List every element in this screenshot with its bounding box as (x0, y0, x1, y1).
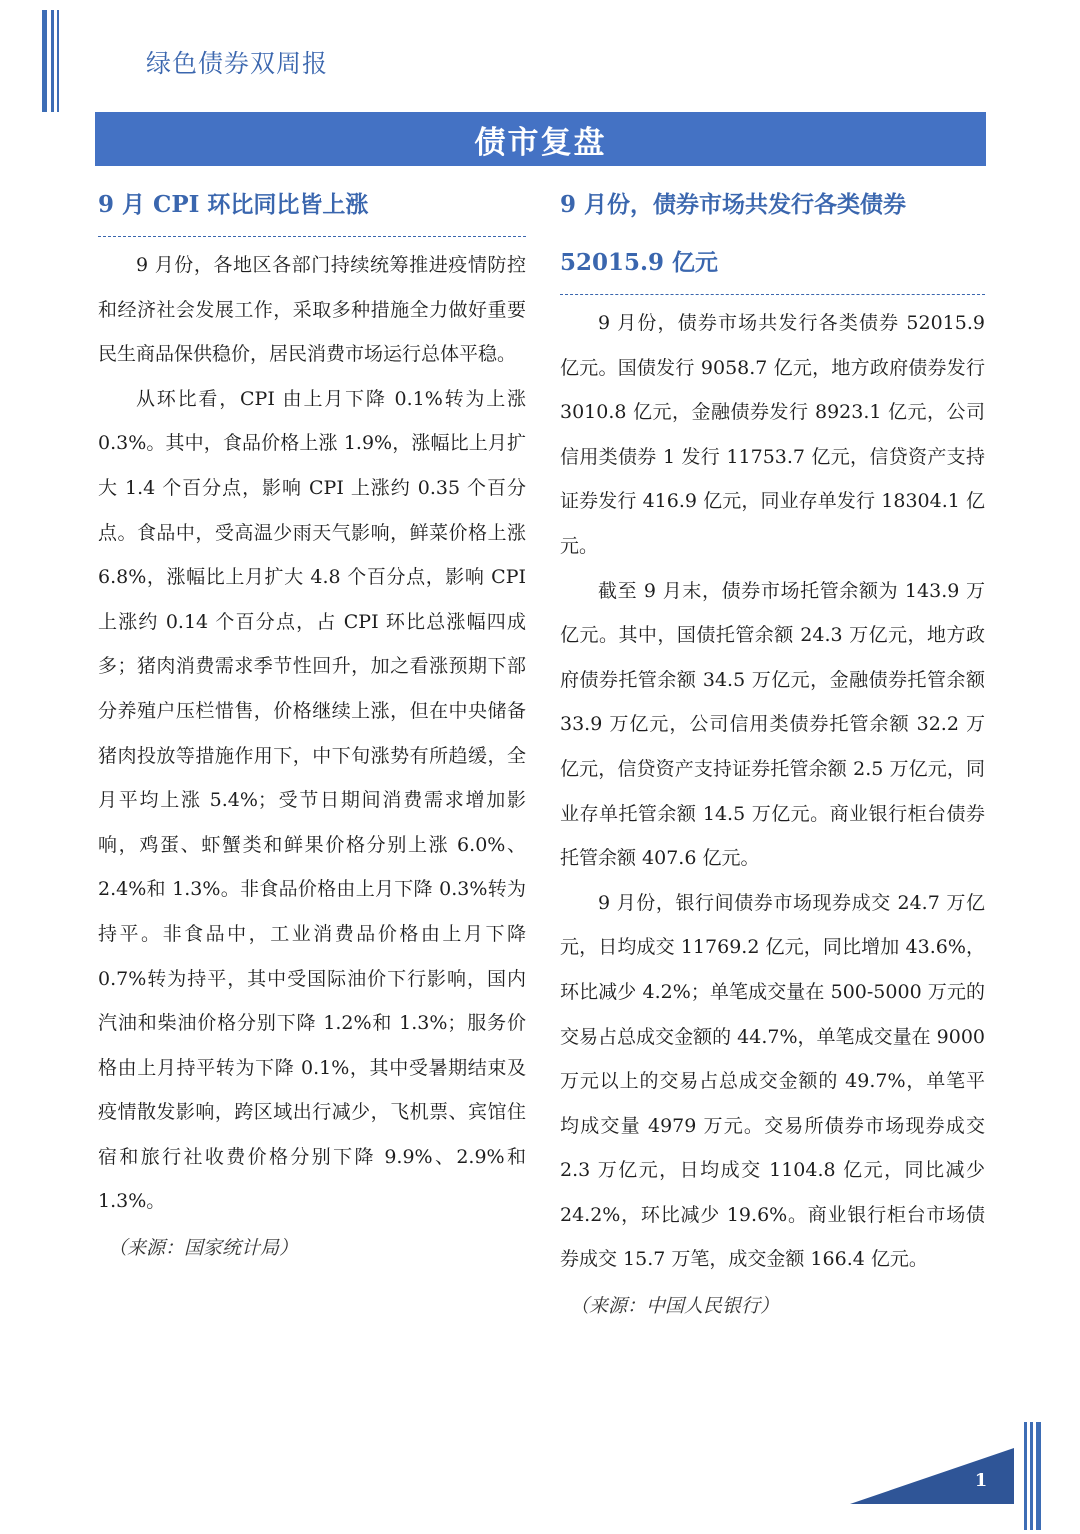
right-article-heading-line1: 9 月份，债券市场共发行各类债券 (560, 191, 907, 218)
left-article (98, 176, 526, 1270)
left-article-paragraph: 9 月份，各地区各部门持续统筹推进疫情防控和经济社会发展工作，采取多种措施全力做好重要民生商品保供稳价，居民消费市场运行总体平稳。 (98, 254, 526, 366)
right-article-paragraph: 9 月份，银行间债券市场现券成交 24.7 万亿元，日均成交 11769.2 亿元，同比增加 43.6%，环比减少 4.2%；单笔成交量在 500-5000 万元的交易占总成交金额的 44.7%，单笔成交量在 9000 万元以上的交易占总成交金额的 49.7%，单笔平均成交量 4979 万元。交易所债券市场现券成交 2.3 万亿元，日均成交 1104.8 亿元，同比减少 24.2%，环比减少 19.6%。商业银行柜台市场债券成交 15.7 万笔，成交金额 166.4 亿元。 (560, 891, 985, 1271)
right-article-paragraph: 截至 9 月末，债券市场托管余额为 143.9 万亿元。其中，国债托管余额 24.3 万亿元，地方政府债券托管余额 34.5 万亿元，金融债券托管余额 33.9 万亿元，公司信用类债券托管余额 32.2 万亿元，信贷资产支持证券托管余额 2.5 万亿元，同业存单托管余额 14.5 万亿元。商业银行柜台债券托管余额 407.6 亿元。 (560, 579, 985, 870)
left-article-paragraph: 从环比看，CPI 由上月下降 0.1%转为上涨 0.3%。其中，食品价格上涨 1.9%，涨幅比上月扩大 1.4 个百分点，影响 CPI 上涨约 0.35 个百分点。食品中，受高温少雨天气影响，鲜菜价格上涨 6.8%，涨幅比上月扩大 4.8 个百分点，影响 CPI 上涨约 0.14 个百分点，占 CPI 环比总涨幅四成多；猪肉消费需求季节性回升，加之看涨预期下部分养殖户压栏惜售，价格继续上涨，但在中央储备猪肉投放等措施作用下，中下旬涨势有所趋缓，全月平均上涨 5.4%；受节日期间消费需求增加影响，鸡蛋、虾蟹类和鲜果价格分别上涨 6.0%、2.4%和 1.3%。非食品价格由上月下降 0.3%转为持平。非食品中，工业消费品价格由上月下降 0.7%转为持平，其中受国际油价下行影响，国内汽油和柴油价格分别下降 1.2%和 1.3%；服务价格由上月持平转为下降 0.1%，其中受暑期结束及疫情散发影响，跨区域出行减少，飞机票、宾馆住宿和旅行社收费价格分别下降 9.9%、2.9%和 1.3%。 (98, 387, 526, 1213)
right-article-heading-line2: 52015.9 亿元 (560, 249, 719, 276)
right-article-paragraph: 9 月份，债券市场共发行各类债券 52015.9 亿元。国债发行 9058.7 亿元，地方政府债券发行 3010.8 亿元，金融债券发行 8923.1 亿元，公司信用类债券 1 发行 11753.7 亿元，信贷资产支持证券发行 416.9 亿元，同业存单发行 18304.1 亿元。 (560, 312, 985, 557)
section-title: 债市复盘 (474, 124, 607, 161)
newsletter-title: 绿色债券双周报 (146, 49, 329, 78)
page-number: 1 (974, 1470, 988, 1491)
right-article (560, 176, 985, 1328)
left-article-heading: 9 月 CPI 环比同比皆上涨 (98, 191, 369, 218)
right-article-source: （来源：中国人民银行） (570, 1295, 780, 1318)
footer-decoration-bars (1024, 1422, 1046, 1530)
heading-divider (98, 236, 526, 237)
left-article-source: （来源：国家统计局） (108, 1237, 299, 1260)
section-banner (95, 112, 986, 166)
heading-divider (560, 294, 985, 295)
header-decoration-bars (42, 10, 72, 112)
